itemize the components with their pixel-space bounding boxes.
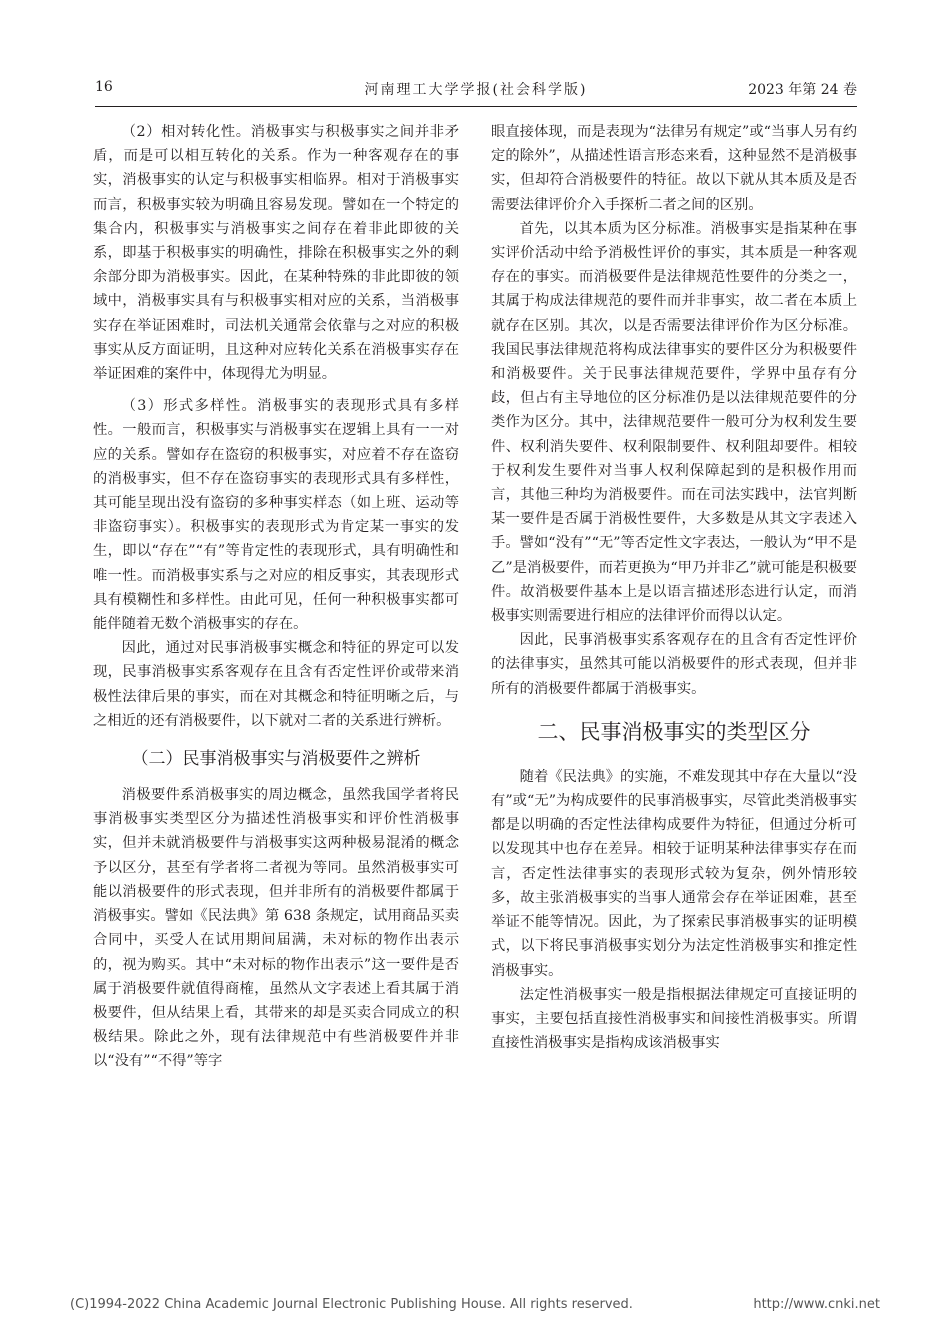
left-column <box>93 120 459 1074</box>
volume-info: 2023 年第 24 卷 <box>748 82 857 98</box>
paragraph-civil-code: 随着《民法典》的实施，不难发现其中存在大量以“没有”或“无”为构成要件的民事消极事实，尽管此类消极事实都是以明确的否定性法律构成要件为特征，但通过分析可以发现其中也存在差异。相较于证明某种法律事实存在而言，否定性法律事实的表现形式较为复杂，例外情形较多，故主张消极事实的当事人通常会存在举证困难，甚至举证不能等情况。因此，为了探索民事消极事实的证明模式，以下将民事消极事实划分为法定性消极事实和推定性消极事实。 <box>491 768 857 979</box>
paragraph-continuation: 眼直接体现，而是表现为“法律另有规定”或“当事人另有约定的除外”，从描述性语言形态来看，这种显然不是消极事实，但却符合消极要件的特征。故以下就从其本质及是否需要法律评价介入手探析二者之间的区别。 <box>491 124 857 213</box>
right-column <box>491 120 857 1055</box>
paragraph-conclusion: 因此，民事消极事实系客观存在的且含有否定性评价的法律事实，虽然其可能以消极要件的形式表现，但并非所有的消极要件都属于消极事实。 <box>491 632 857 697</box>
section-heading: 二、民事消极事实的类型区分 <box>537 719 811 744</box>
footer-site: http://www.cnki.net <box>753 1297 880 1312</box>
subsection-heading: （二）民事消极事实与消极要件之辨析 <box>131 749 421 770</box>
paragraph-negative-elements: 消极要件系消极事实的周边概念，虽然我国学者将民事消极事实类型区分为描述性消极事实和评价性消极事实，但并未就消极要件与消极事实这两种极易混淆的概念予以区分，甚至有学者将二者视为等同。虽然消极事实可能以消极要件的形式表现，但并非所有的消极要件都属于消极事实。譬如《民法典》第 638 条规定，试用商品买卖合同中，买受人在试用期间届满，未对标的物作出表示的，视为购买。其中“未对标的物作出表示”这一要件是否属于消极要件就值得商榷，虽然从文字表述上看其属于消极要件，但从结果上看，其带来的却是买卖合同成立的积极结果。除此之外，现有法律规范中有些消极要件并非以“没有”“不得”等字 <box>93 787 459 1070</box>
paragraph-distinction-criteria: 首先，以其本质为区分标准。消极事实是指某种在事实评价活动中给予消极性评价的事实，其本质是一种客观存在的事实。而消极要件是法律规范性要件的分类之一，其属于构成法律规范的要件而并非事实，故二者在本质上就存在区别。其次，以是否需要法律评价作为区分标准。我国民事法律规范将构成法律事实的要件区分为积极要件和消极要件。关于民事法律规范要件，学界中虽存有分歧，但占有主导地位的区分标准仍是以法律规范要件的分类作为区分。其中，法律规范要件一般可分为权利发生要件、权利消失要件、权利限制要件、权利阻却要件。相较于权利发生要件对当事人权利保障起到的是积极作用而言，其他三种均为消极要件。而在司法实践中，法官判断某一要件是否属于消极性要件，大多数是从其文字表述入手。譬如“没有”“无”等否定性文字表达，一般认为“甲不是乙”是消极要件，而若更换为“甲乃并非乙”就可能是积极要件。故消极要件基本上是以语言描述形态进行认定，而消极事实则需要进行相应的法律评价而得以认定。 <box>491 220 857 625</box>
journal-title: 河南理工大学学报(社会科学版) <box>364 82 588 98</box>
paragraph-relative-conversion: （2）相对转化性。消极事实与积极事实之间并非矛盾，而是可以相互转化的关系。作为一种客观存在的事实，消极事实的认定与积极事实相临界。相对于消极事实而言，积极事实较为明确且容易发现。譬如在一个特定的集合内，积极事实与消极事实之间存在着非此即彼的关系，即基于积极事实的明确性，排除在积极事实之外的剩余部分即为消极事实。因此，在某种特殊的非此即彼的领域中，消极事实具有与积极事实相对应的关系，当消极事实存在举证困难时，司法机关通常会依靠与之对应的积极事实从反方面证明，且这种对应转化关系在消极事实存在举证困难的案件中，体现得尤为明显。 <box>93 124 459 383</box>
paragraph-statutory-negative-facts: 法定性消极事实一般是指根据法律规定可直接证明的事实，主要包括直接性消极事实和间接性消极事实。所谓直接性消极事实是指构成该消极事实 <box>491 986 857 1052</box>
page-number: 16 <box>95 79 113 95</box>
paragraph-summary: 因此，通过对民事消极事实概念和特征的界定可以发现，民事消极事实系客观存在且含有否定性评价或带来消极性法律后果的事实，而在对其概念和特征明晰之后，与之相近的还有消极要件，以下就对二者的关系进行辨析。 <box>93 640 459 729</box>
copyright-notice: (C)1994-2022 China Academic Journal Electronic Publishing House. All rights reserved. <box>70 1297 633 1312</box>
header-divider <box>95 106 857 107</box>
paragraph-spacer <box>93 386 459 394</box>
paragraph-form-diversity: （3）形式多样性。消极事实的表现形式具有多样性。一般而言，积极事实与消极事实在逻辑上具有一一对应的关系。譬如存在盗窃的积极事实，对应着不存在盗窃的消极事实，但不存在盗窃事实的表现形式具有多样性，其可能呈现出没有盗窃的多种事实样态（如上班、运动等非盗窃事实）。积极事实的表现形式为肯定某一事实的发生，即以“存在”“有”等肯定性的表现形式，具有明确性和唯一性。而消极事实系与之对应的相反事实，其表现形式具有模糊性和多样性。由此可见，任何一种积极事实都可能伴随着无数个消极事实的存在。 <box>93 398 459 633</box>
running-header <box>95 79 857 101</box>
